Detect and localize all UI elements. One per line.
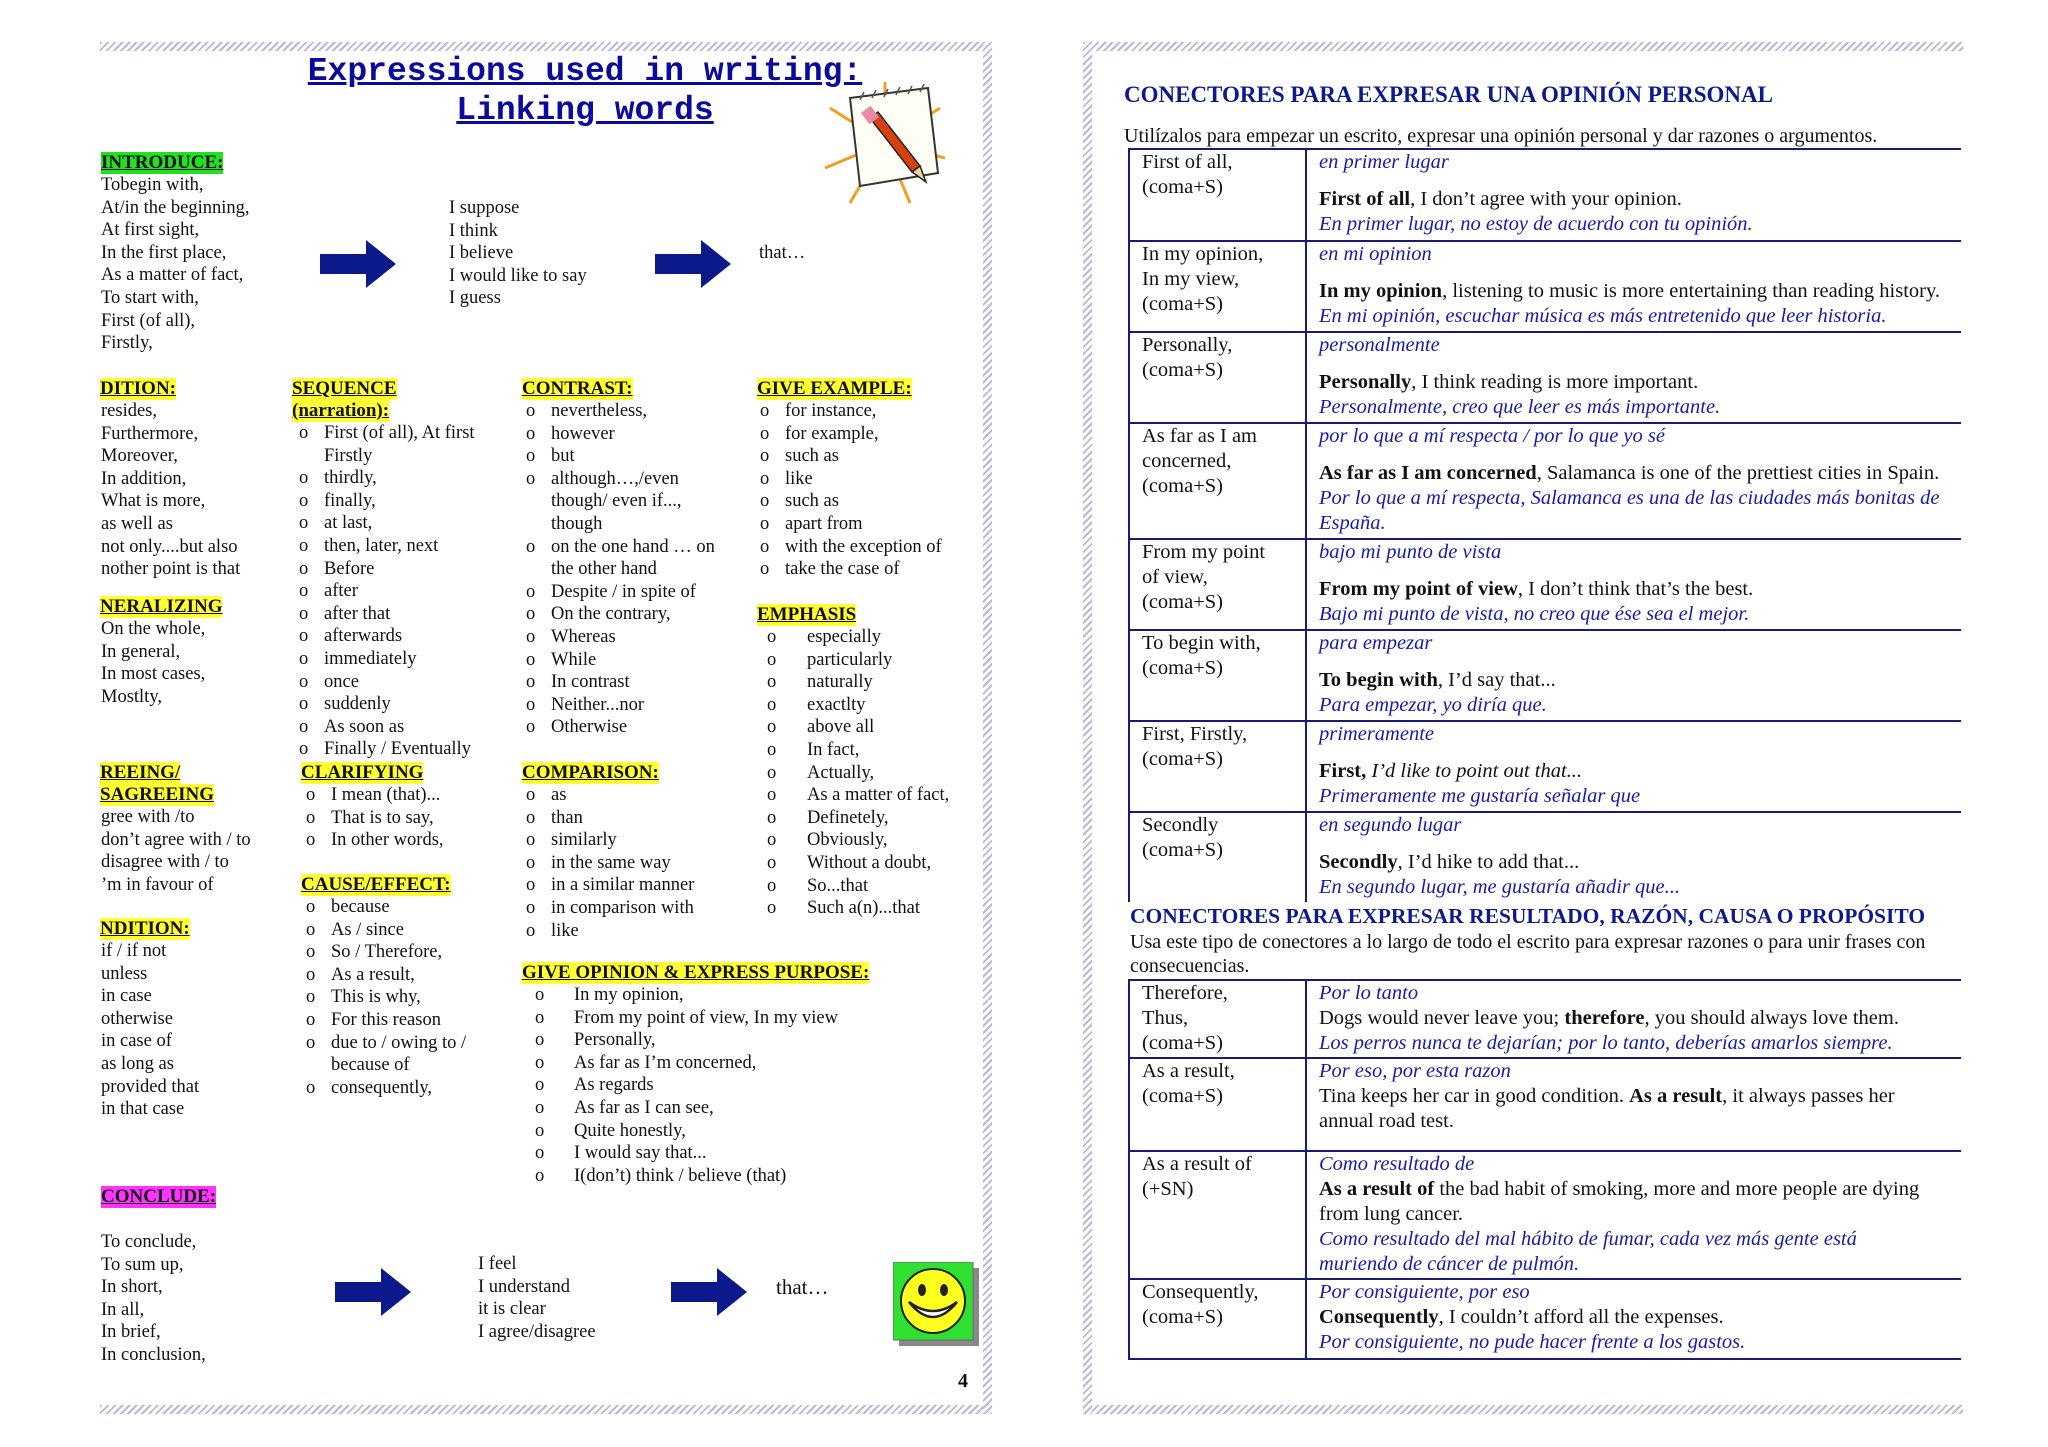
give-example-list bbox=[755, 400, 942, 581]
example-cell: Por lo tanto Dogs would never leave you; therefore, you should always love them. Los perros nunca te dejarían; por lo tanto, deberías amarlos siempre. bbox=[1306, 980, 1961, 1058]
english-connector-cell: From my point of view, (coma+S) bbox=[1129, 539, 1306, 630]
list-item: o in comparison with bbox=[521, 897, 694, 920]
list-item: resides, bbox=[101, 401, 157, 421]
verb-item: I think bbox=[449, 220, 498, 241]
english-connector-cell: Therefore, Thus, (coma+S) bbox=[1129, 980, 1306, 1058]
list-item: In the first place, bbox=[101, 242, 227, 263]
list-item: o Otherwise bbox=[521, 716, 715, 739]
list-item: In short, bbox=[101, 1277, 163, 1298]
list-item: As a matter of fact, bbox=[101, 265, 244, 286]
condition-heading: NDITION: bbox=[100, 918, 190, 939]
list-item: o suddenly bbox=[294, 693, 475, 716]
list-item: o As a matter of fact, bbox=[762, 784, 949, 807]
list-item: o From my point of view, In my view bbox=[530, 1007, 838, 1030]
table-row bbox=[1129, 630, 1961, 721]
list-item: o such as bbox=[755, 490, 942, 513]
title-line-1: Expressions used in writing: bbox=[307, 53, 863, 90]
addition-heading: DITION: bbox=[100, 378, 177, 399]
right-page-bottom-border bbox=[1083, 1405, 1963, 1414]
list-item: o once bbox=[294, 671, 475, 694]
page-number: 4 bbox=[958, 1370, 968, 1392]
list-item: o In my opinion, bbox=[530, 984, 838, 1007]
list-item: o In other words, bbox=[301, 829, 444, 852]
introduce-heading: INTRODUCE: bbox=[101, 152, 224, 173]
english-connector-cell: First, Firstly, (coma+S) bbox=[1129, 721, 1306, 812]
list-item: nother point is that bbox=[101, 559, 241, 580]
list-item: o On the contrary, bbox=[521, 603, 715, 626]
generalizing-list bbox=[101, 618, 205, 708]
example-cell: Como resultado de As a result of the bad habit of smoking, more and more people are dying from lung cancer. Como resultado del mal hábito de fumar, cada vez más gente está muriendo de cáncer de pulmón. bbox=[1306, 1151, 1961, 1279]
left-page-right-border bbox=[983, 42, 992, 1414]
list-item: o So...that bbox=[762, 875, 949, 898]
introduce-verbs bbox=[449, 197, 587, 310]
list-item: o take the case of bbox=[755, 558, 942, 581]
list-item: First (of all), bbox=[101, 310, 196, 331]
list-item: because of bbox=[331, 1055, 410, 1076]
list-item: o In fact, bbox=[762, 739, 949, 762]
example-cell: en primer lugar First of all, I don’t agree with your opinion. En primer lugar, no estoy de acuerdo con tu opinión. bbox=[1306, 149, 1961, 241]
result-table-wrapper bbox=[1128, 979, 1961, 1369]
clarifying-list bbox=[301, 784, 444, 852]
verb-item: I feel bbox=[478, 1254, 517, 1274]
list-item: o like bbox=[755, 468, 942, 491]
list-item: o Actually, bbox=[762, 762, 949, 785]
list-item: To start with, bbox=[101, 287, 199, 308]
example-cell: personalmente Personally, I think reading is more important. Personalmente, creo que leer es más importante. bbox=[1306, 332, 1961, 423]
list-item: o because bbox=[301, 896, 466, 919]
list-item: o naturally bbox=[762, 671, 949, 694]
list-item: o particularly bbox=[762, 649, 949, 672]
give-opinion-heading: GIVE OPINION & EXPRESS PURPOSE: bbox=[522, 962, 870, 983]
table-row bbox=[1129, 1058, 1961, 1151]
list-item: o especially bbox=[762, 626, 949, 649]
verb-item: I would like to say bbox=[449, 265, 587, 286]
list-item: o As soon as bbox=[294, 716, 475, 739]
list-item: o with the exception of bbox=[755, 536, 942, 559]
list-item: o nevertheless, bbox=[521, 400, 715, 423]
list-item: ’m in favour of bbox=[101, 874, 214, 895]
example-cell: en mi opinion In my opinion, listening to music is more entertaining than reading history. En mi opinión, escuchar música es más entretenido que leer historia. bbox=[1306, 241, 1961, 332]
list-item: Furthermore, bbox=[101, 423, 199, 444]
list-item: o As / since bbox=[301, 919, 466, 942]
list-item: o I(don’t) think / believe (that) bbox=[530, 1165, 838, 1188]
example-cell: para empezar To begin with, I’d say that... Para empezar, yo diría que. bbox=[1306, 630, 1961, 721]
list-item: o As far as I can see, bbox=[530, 1097, 838, 1120]
example-cell: Por consiguiente, por eso Consequently, I couldn’t afford all the expenses. Por consiguiente, no pude hacer frente a los gastos. bbox=[1306, 1279, 1961, 1359]
english-connector-cell: As a result of (+SN) bbox=[1129, 1151, 1306, 1279]
sequence-subheading: (narration): bbox=[292, 400, 390, 421]
example-cell: bajo mi punto de vista From my point of view, I don’t think that’s the best. Bajo mi punto de vista, no creo que ése sea el mejor. bbox=[1306, 539, 1961, 630]
list-item: don’t agree with / to bbox=[101, 829, 251, 850]
condition-list bbox=[101, 940, 199, 1121]
list-item: Firstly bbox=[324, 445, 373, 466]
sequence-heading: SEQUENCE bbox=[292, 378, 397, 399]
list-item: o In contrast bbox=[521, 671, 715, 694]
list-item: o than bbox=[521, 807, 694, 830]
opinion-section-heading: CONECTORES PARA EXPRESAR UNA OPINIÓN PERSONAL bbox=[1124, 82, 1773, 107]
comparison-heading: COMPARISON: bbox=[522, 762, 659, 783]
verb-item: I understand bbox=[478, 1276, 570, 1297]
list-item: otherwise bbox=[101, 1008, 173, 1029]
list-item: o as bbox=[521, 784, 694, 807]
clarifying-heading: CLARIFYING bbox=[301, 762, 424, 783]
cause-effect-list bbox=[301, 896, 466, 1099]
list-item: To sum up, bbox=[101, 1254, 184, 1275]
table-row bbox=[1129, 1151, 1961, 1279]
table-row bbox=[1129, 980, 1961, 1058]
list-item: as well as bbox=[101, 513, 173, 534]
sequence-list bbox=[294, 422, 475, 761]
smiley-face-icon bbox=[893, 1262, 981, 1348]
list-item: o As a result, bbox=[301, 964, 466, 987]
list-item: though/ even if..., bbox=[551, 491, 682, 512]
list-item: Mostlty, bbox=[101, 686, 162, 707]
list-item: in case bbox=[101, 986, 152, 1007]
english-connector-cell: Personally, (coma+S) bbox=[1129, 332, 1306, 423]
list-item: in that case bbox=[101, 1099, 185, 1120]
cause-effect-heading: CAUSE/EFFECT: bbox=[301, 874, 451, 895]
left-page-top-border bbox=[100, 42, 992, 51]
list-item: gree with /to bbox=[101, 807, 195, 827]
list-item: o Definetely, bbox=[762, 807, 949, 830]
list-item: In all, bbox=[101, 1299, 145, 1320]
right-page-left-border bbox=[1083, 42, 1092, 1414]
list-item: o First (of all), At first bbox=[294, 422, 475, 445]
disagreeing-heading: SAGREEING bbox=[100, 784, 215, 805]
table-row bbox=[1129, 149, 1961, 241]
table-row bbox=[1129, 812, 1961, 902]
english-connector-cell: Secondly (coma+S) bbox=[1129, 812, 1306, 902]
table-row bbox=[1129, 241, 1961, 332]
list-item: o for example, bbox=[755, 423, 942, 446]
example-cell: en segundo lugar Secondly, I’d hike to add that... En segundo lugar, me gustaría añadir que... bbox=[1306, 812, 1961, 902]
introduce-list bbox=[101, 174, 250, 355]
list-item: o Finally / Eventually bbox=[294, 738, 475, 761]
opinion-table-wrapper bbox=[1128, 148, 1961, 902]
list-item: o I would say that... bbox=[530, 1142, 838, 1165]
list-item: o As far as I’m concerned, bbox=[530, 1052, 838, 1075]
list-item: o after bbox=[294, 580, 475, 603]
result-table bbox=[1128, 979, 1961, 1360]
list-item: o Personally, bbox=[530, 1029, 838, 1052]
table-row bbox=[1129, 1279, 1961, 1359]
example-cell: Por eso, por esta razon Tina keeps her car in good condition. As a result, it always passes her annual road test. bbox=[1306, 1058, 1961, 1151]
list-item: o immediately bbox=[294, 648, 475, 671]
english-connector-cell: To begin with, (coma+S) bbox=[1129, 630, 1306, 721]
list-item: o Quite honestly, bbox=[530, 1120, 838, 1143]
list-item: disagree with / to bbox=[101, 852, 229, 873]
list-item: On the whole, bbox=[101, 619, 206, 639]
list-item: the other hand bbox=[551, 559, 657, 580]
list-item: o While bbox=[521, 649, 715, 672]
english-connector-cell: As a result, (coma+S) bbox=[1129, 1058, 1306, 1151]
english-connector-cell: In my opinion, In my view, (coma+S) bbox=[1129, 241, 1306, 332]
list-item: o thirdly, bbox=[294, 467, 475, 490]
list-item: o due to / owing to / bbox=[301, 1032, 466, 1055]
table-row bbox=[1129, 539, 1961, 630]
table-row bbox=[1129, 332, 1961, 423]
list-item: o I mean (that)... bbox=[301, 784, 444, 807]
list-item: o then, later, next bbox=[294, 535, 475, 558]
list-item: unless bbox=[101, 963, 148, 984]
list-item: o in a similar manner bbox=[521, 874, 694, 897]
right-arrow-icon bbox=[671, 1268, 747, 1316]
opinion-section-intro: Utilízalos para empezar un escrito, expresar una opinión personal y dar razones o argumentos. bbox=[1124, 125, 1878, 147]
generalizing-heading: NERALIZING bbox=[100, 596, 223, 617]
list-item: o Despite / in spite of bbox=[521, 581, 715, 604]
conclude-list bbox=[101, 1231, 206, 1367]
list-item: o on the one hand … on bbox=[521, 536, 715, 559]
title-line-2: Linking words bbox=[456, 92, 714, 129]
list-item: To conclude, bbox=[101, 1232, 197, 1252]
give-example-heading: GIVE EXAMPLE: bbox=[757, 378, 912, 399]
list-item: Firstly, bbox=[101, 333, 153, 354]
list-item: o Obviously, bbox=[762, 829, 949, 852]
list-item: o Neither...nor bbox=[521, 694, 715, 717]
list-item: o This is why, bbox=[301, 986, 466, 1009]
right-arrow-icon bbox=[335, 1268, 411, 1316]
list-item: though bbox=[551, 513, 603, 534]
list-item: Moreover, bbox=[101, 446, 178, 467]
list-item: In general, bbox=[101, 641, 181, 662]
right-page-top-border bbox=[1083, 42, 1963, 51]
list-item: In addition, bbox=[101, 468, 187, 489]
list-item: In brief, bbox=[101, 1322, 161, 1343]
notepad-pencil-icon bbox=[820, 78, 950, 208]
list-item: provided that bbox=[101, 1076, 200, 1097]
verb-item: it is clear bbox=[478, 1299, 546, 1320]
example-cell: por lo que a mí respecta / por lo que yo sé As far as I am concerned, Salamanca is one of the prettiest cities in Spain. Por lo que a mí respecta, Salamanca es una de las ciudades más bonitas de España. bbox=[1306, 423, 1961, 539]
list-item: What is more, bbox=[101, 491, 206, 512]
english-connector-cell: Consequently, (coma+S) bbox=[1129, 1279, 1306, 1359]
list-item: o exactlty bbox=[762, 694, 949, 717]
list-item: in case of bbox=[101, 1031, 172, 1052]
list-item: o above all bbox=[762, 716, 949, 739]
list-item: o Whereas bbox=[521, 626, 715, 649]
list-item: In most cases, bbox=[101, 664, 206, 685]
conclude-that: that… bbox=[776, 1275, 829, 1299]
example-cell: primeramente First, I’d like to point out that... Primeramente me gustaría señalar que bbox=[1306, 721, 1961, 812]
agreeing-heading: REEING/ bbox=[100, 762, 181, 783]
contrast-list bbox=[521, 400, 715, 739]
list-item: o Before bbox=[294, 558, 475, 581]
list-item: o however bbox=[521, 423, 715, 446]
list-item: o As regards bbox=[530, 1074, 838, 1097]
verb-item: I suppose bbox=[449, 198, 520, 218]
opinion-table bbox=[1128, 148, 1961, 902]
verb-item: I agree/disagree bbox=[478, 1321, 596, 1342]
list-item: In conclusion, bbox=[101, 1344, 206, 1365]
verb-item: I guess bbox=[449, 288, 501, 309]
conclude-verbs bbox=[478, 1253, 596, 1343]
list-item: o So / Therefore, bbox=[301, 941, 466, 964]
result-section-heading: CONECTORES PARA EXPRESAR RESULTADO, RAZÓN, CAUSA O PROPÓSITO bbox=[1130, 904, 1926, 928]
list-item: if / if not bbox=[101, 941, 167, 961]
list-item: o although…,/even bbox=[521, 468, 715, 491]
list-item: o consequently, bbox=[301, 1077, 466, 1100]
agreeing-list bbox=[101, 806, 251, 896]
table-row bbox=[1129, 423, 1961, 539]
list-item: At/in the beginning, bbox=[101, 197, 250, 218]
comparison-list bbox=[521, 784, 694, 942]
list-item: o For this reason bbox=[301, 1009, 466, 1032]
introduce-that: that… bbox=[759, 243, 806, 263]
list-item: o such as bbox=[755, 445, 942, 468]
list-item: o at last, bbox=[294, 512, 475, 535]
result-section-intro: Usa este tipo de conectores a lo largo de todo el escrito para expresar razones o para unir frases con consecuencias. bbox=[1130, 931, 1926, 977]
list-item: o for instance, bbox=[755, 400, 942, 423]
list-item: At first sight, bbox=[101, 220, 200, 241]
left-page-bottom-border bbox=[100, 1405, 992, 1414]
list-item: Tobegin with, bbox=[101, 175, 204, 195]
contrast-heading: CONTRAST: bbox=[522, 378, 633, 399]
list-item: o Without a doubt, bbox=[762, 852, 949, 875]
right-arrow-icon bbox=[655, 240, 731, 288]
list-item: not only....but also bbox=[101, 536, 238, 557]
list-item: as long as bbox=[101, 1053, 174, 1074]
list-item: o That is to say, bbox=[301, 807, 444, 830]
table-row bbox=[1129, 721, 1961, 812]
list-item: o after that bbox=[294, 603, 475, 626]
list-item: o but bbox=[521, 445, 715, 468]
list-item: o finally, bbox=[294, 490, 475, 513]
english-connector-cell: As far as I am concerned, (coma+S) bbox=[1129, 423, 1306, 539]
verb-item: I believe bbox=[449, 243, 514, 264]
list-item: o Such a(n)...that bbox=[762, 897, 949, 920]
list-item: o in the same way bbox=[521, 852, 694, 875]
emphasis-heading: EMPHASIS bbox=[757, 604, 857, 625]
conclude-heading: CONCLUDE: bbox=[101, 1186, 217, 1207]
list-item: o afterwards bbox=[294, 625, 475, 648]
list-item: o like bbox=[521, 920, 694, 943]
give-opinion-list bbox=[530, 984, 838, 1187]
english-connector-cell: First of all, (coma+S) bbox=[1129, 149, 1306, 241]
list-item: o apart from bbox=[755, 513, 942, 536]
list-item: o similarly bbox=[521, 829, 694, 852]
right-arrow-icon bbox=[320, 240, 396, 288]
addition-list bbox=[101, 400, 240, 581]
emphasis-list bbox=[762, 626, 949, 920]
